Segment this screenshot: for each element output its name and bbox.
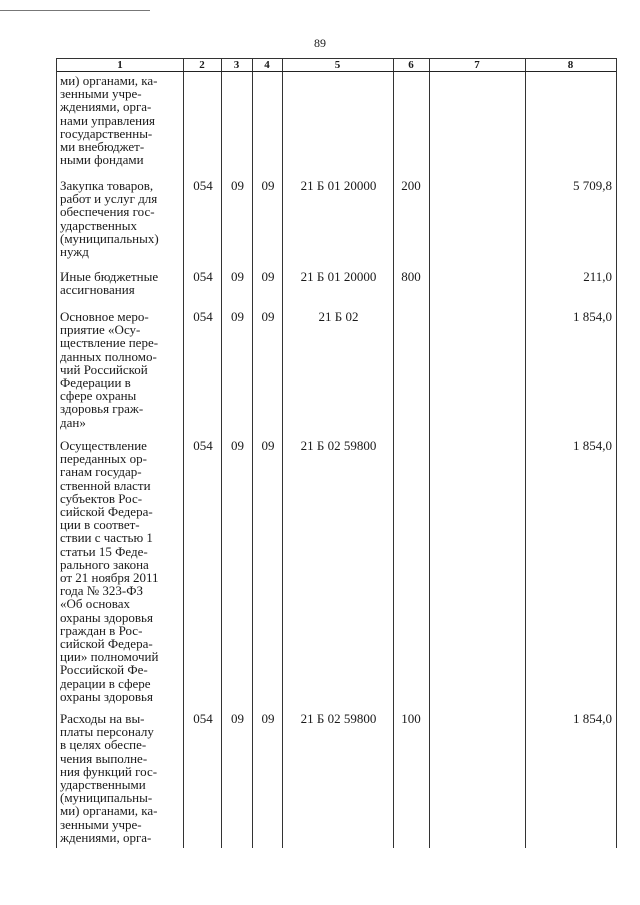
row-amount: 1 854,0: [573, 711, 612, 726]
row-name: Основное меро- приятие «Осу- ществление пере- данных полномо- чий Российской Федерации в сфере охраны здоровья граж- дан»: [60, 309, 159, 430]
row-target: 21 Б 02 59800: [300, 711, 377, 726]
row-name: Осуществление переданных ор- ганам государ- ственной власти субъектов Рос- сийской Федера- ции в соответ- ствии с частью 1 статьи 15 Феде- рального закона от 21 ноября 2011 года № 323-ФЗ «Об основах охраны здоровья граждан в Рос- сийской Федера- ции» полномочий Российской Фе- дерации в сфере охраны здоровья: [60, 438, 159, 704]
row-amount: 211,0: [583, 269, 612, 284]
row-section: 09: [231, 438, 244, 453]
header-col-5: 5: [334, 59, 341, 71]
row-subsection: 09: [261, 711, 275, 726]
column-divider: [393, 59, 394, 848]
row-name: Расходы на вы- платы персоналу в целях обеспе- чения выполне- ния функций гос- ударственными (муниципальны- ми) органами, ка- зенными учре- ждениями, орга-: [60, 711, 158, 845]
column-divider: [282, 59, 283, 848]
row-section: 09: [231, 269, 244, 284]
row-target: 21 Б 02: [318, 309, 359, 324]
row-amount: 5 709,8: [573, 178, 612, 193]
header-col-3: 3: [233, 59, 240, 71]
header-col-7: 7: [474, 59, 480, 71]
row-name: Закупка товаров, работ и услуг для обеспечения гос- ударственных (муниципальных) нужд: [60, 178, 159, 260]
row-code: 054: [193, 309, 213, 324]
row-subsection: 09: [261, 178, 275, 193]
row-code: 054: [193, 178, 213, 193]
column-divider: [183, 59, 184, 848]
corner-rule: [0, 10, 150, 11]
row-subsection: 09: [261, 438, 275, 453]
row-target: 21 Б 01 20000: [300, 178, 377, 193]
row-code: 054: [193, 269, 213, 284]
row-subsection: 09: [261, 269, 275, 284]
header-col-4: 4: [264, 59, 270, 71]
row-type: 800: [401, 269, 421, 284]
budget-table: [56, 58, 617, 848]
header-col-1: 1: [117, 59, 123, 71]
row-name: ми) органами, ка- зенными учре- ждениями, орга- нами управления государственны- ми внебюджет- ными фондами: [60, 73, 158, 168]
header-col-6: 6: [408, 59, 414, 71]
column-divider: [221, 59, 222, 848]
row-type: 100: [401, 711, 421, 726]
row-code: 054: [193, 438, 213, 453]
row-section: 09: [231, 309, 244, 324]
row-type: 200: [401, 178, 421, 193]
row-section: 09: [231, 178, 244, 193]
row-subsection: 09: [261, 309, 275, 324]
row-target: 21 Б 01 20000: [300, 269, 377, 284]
row-code: 054: [193, 711, 213, 726]
row-amount: 1 854,0: [573, 309, 612, 324]
column-divider: [252, 59, 253, 848]
header-rule: [57, 71, 616, 72]
row-section: 09: [231, 711, 244, 726]
column-divider: [429, 59, 430, 848]
page-number: 89: [314, 36, 326, 50]
row-target: 21 Б 02 59800: [300, 438, 377, 453]
header-col-8: 8: [567, 59, 574, 71]
header-col-2: 2: [199, 59, 205, 71]
row-name: Иные бюджетные ассигнования: [60, 269, 159, 298]
row-amount: 1 854,0: [573, 438, 612, 453]
column-divider: [525, 59, 526, 848]
